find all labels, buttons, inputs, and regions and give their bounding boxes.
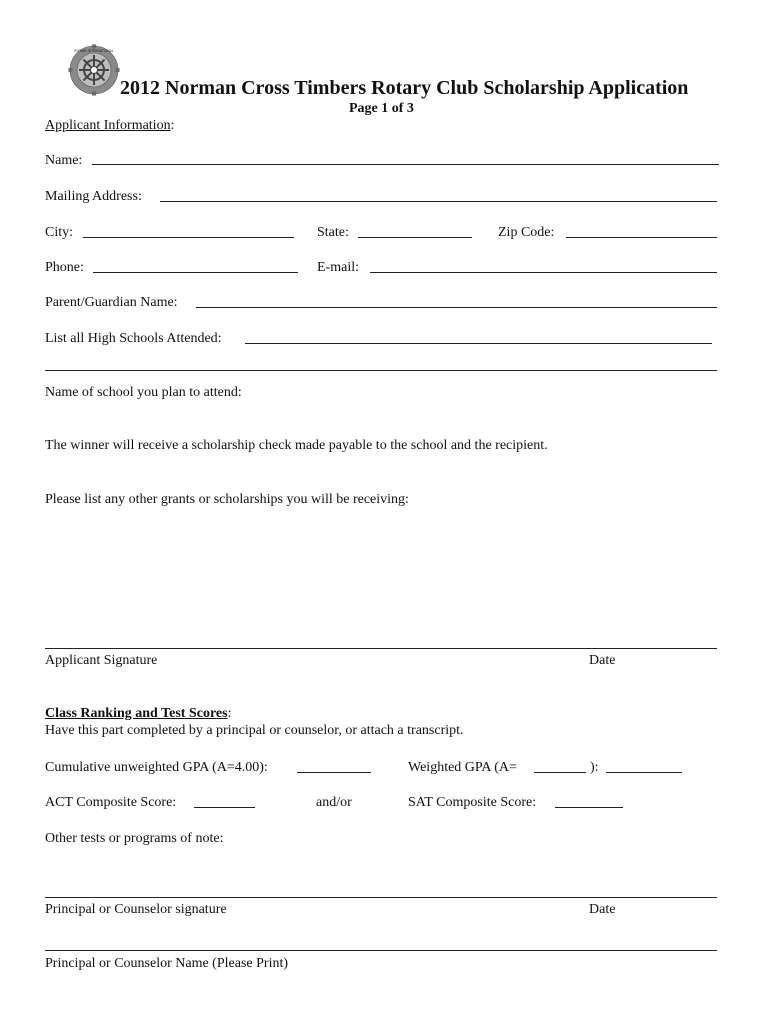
sat-field[interactable] [555, 807, 623, 808]
form-title: 2012 Norman Cross Timbers Rotary Club Scholarship Application [120, 77, 689, 99]
class-instruction: Have this part completed by a principal or counselor, or attach a transcript. [45, 723, 464, 738]
applicant-signature-field[interactable] [45, 648, 717, 649]
principal-date-label: Date [589, 902, 616, 917]
rotary-logo [68, 44, 120, 96]
applicant-heading: Applicant Information: [45, 118, 175, 133]
parent-guardian-label: Parent/Guardian Name: [45, 295, 178, 310]
and-or-text: and/or [316, 795, 352, 810]
sat-label: SAT Composite Score: [408, 795, 537, 810]
email-label: E-mail: [317, 260, 359, 275]
principal-signature-label: Principal or Counselor signature [45, 902, 227, 917]
state-label: State: [317, 225, 349, 240]
city-field[interactable] [83, 237, 294, 238]
class-ranking-heading: Class Ranking and Test Scores: [45, 706, 232, 721]
principal-name-field[interactable] [45, 950, 717, 951]
weighted-gpa-field[interactable] [606, 772, 682, 773]
page-indicator: Page 1 of 3 [349, 101, 414, 116]
applicant-signature-label: Applicant Signature [45, 653, 158, 668]
principal-signature-field[interactable] [45, 897, 717, 898]
state-field[interactable] [358, 237, 472, 238]
zip-label: Zip Code: [498, 225, 555, 240]
email-field[interactable] [370, 272, 717, 273]
act-label: ACT Composite Score: [45, 795, 177, 810]
logo-text: ROTARY INTERNATIONAL [74, 49, 114, 53]
city-label: City: [45, 225, 74, 240]
weighted-gpa-label-end: ): [590, 760, 599, 775]
applicant-date-label: Date [589, 653, 616, 668]
parent-guardian-field[interactable] [196, 307, 717, 308]
name-field[interactable] [92, 164, 719, 165]
act-field[interactable] [194, 807, 255, 808]
mailing-address-label: Mailing Address: [45, 189, 142, 204]
high-schools-label: List all High Schools Attended: [45, 331, 222, 346]
other-tests-label: Other tests or programs of note: [45, 831, 224, 846]
weighted-gpa-scale-field[interactable] [534, 772, 586, 773]
gpa-label: Cumulative unweighted GPA (A=4.00): [45, 760, 268, 775]
school-plan-label: Name of school you plan to attend: [45, 385, 242, 400]
weighted-gpa-label: Weighted GPA (A= [408, 760, 517, 775]
phone-field[interactable] [93, 272, 298, 273]
name-label: Name: [45, 153, 83, 168]
gpa-field[interactable] [297, 772, 371, 773]
high-schools-field[interactable] [245, 343, 712, 344]
principal-name-label: Principal or Counselor Name (Please Print) [45, 956, 289, 971]
phone-label: Phone: [45, 260, 84, 275]
mailing-address-field[interactable] [160, 201, 717, 202]
winner-note: The winner will receive a scholarship check made payable to the school and the recipient. [45, 438, 548, 453]
grants-label: Please list any other grants or scholarships you will be receiving: [45, 492, 409, 507]
high-schools-field-continued[interactable] [45, 370, 717, 371]
zip-field[interactable] [566, 237, 717, 238]
